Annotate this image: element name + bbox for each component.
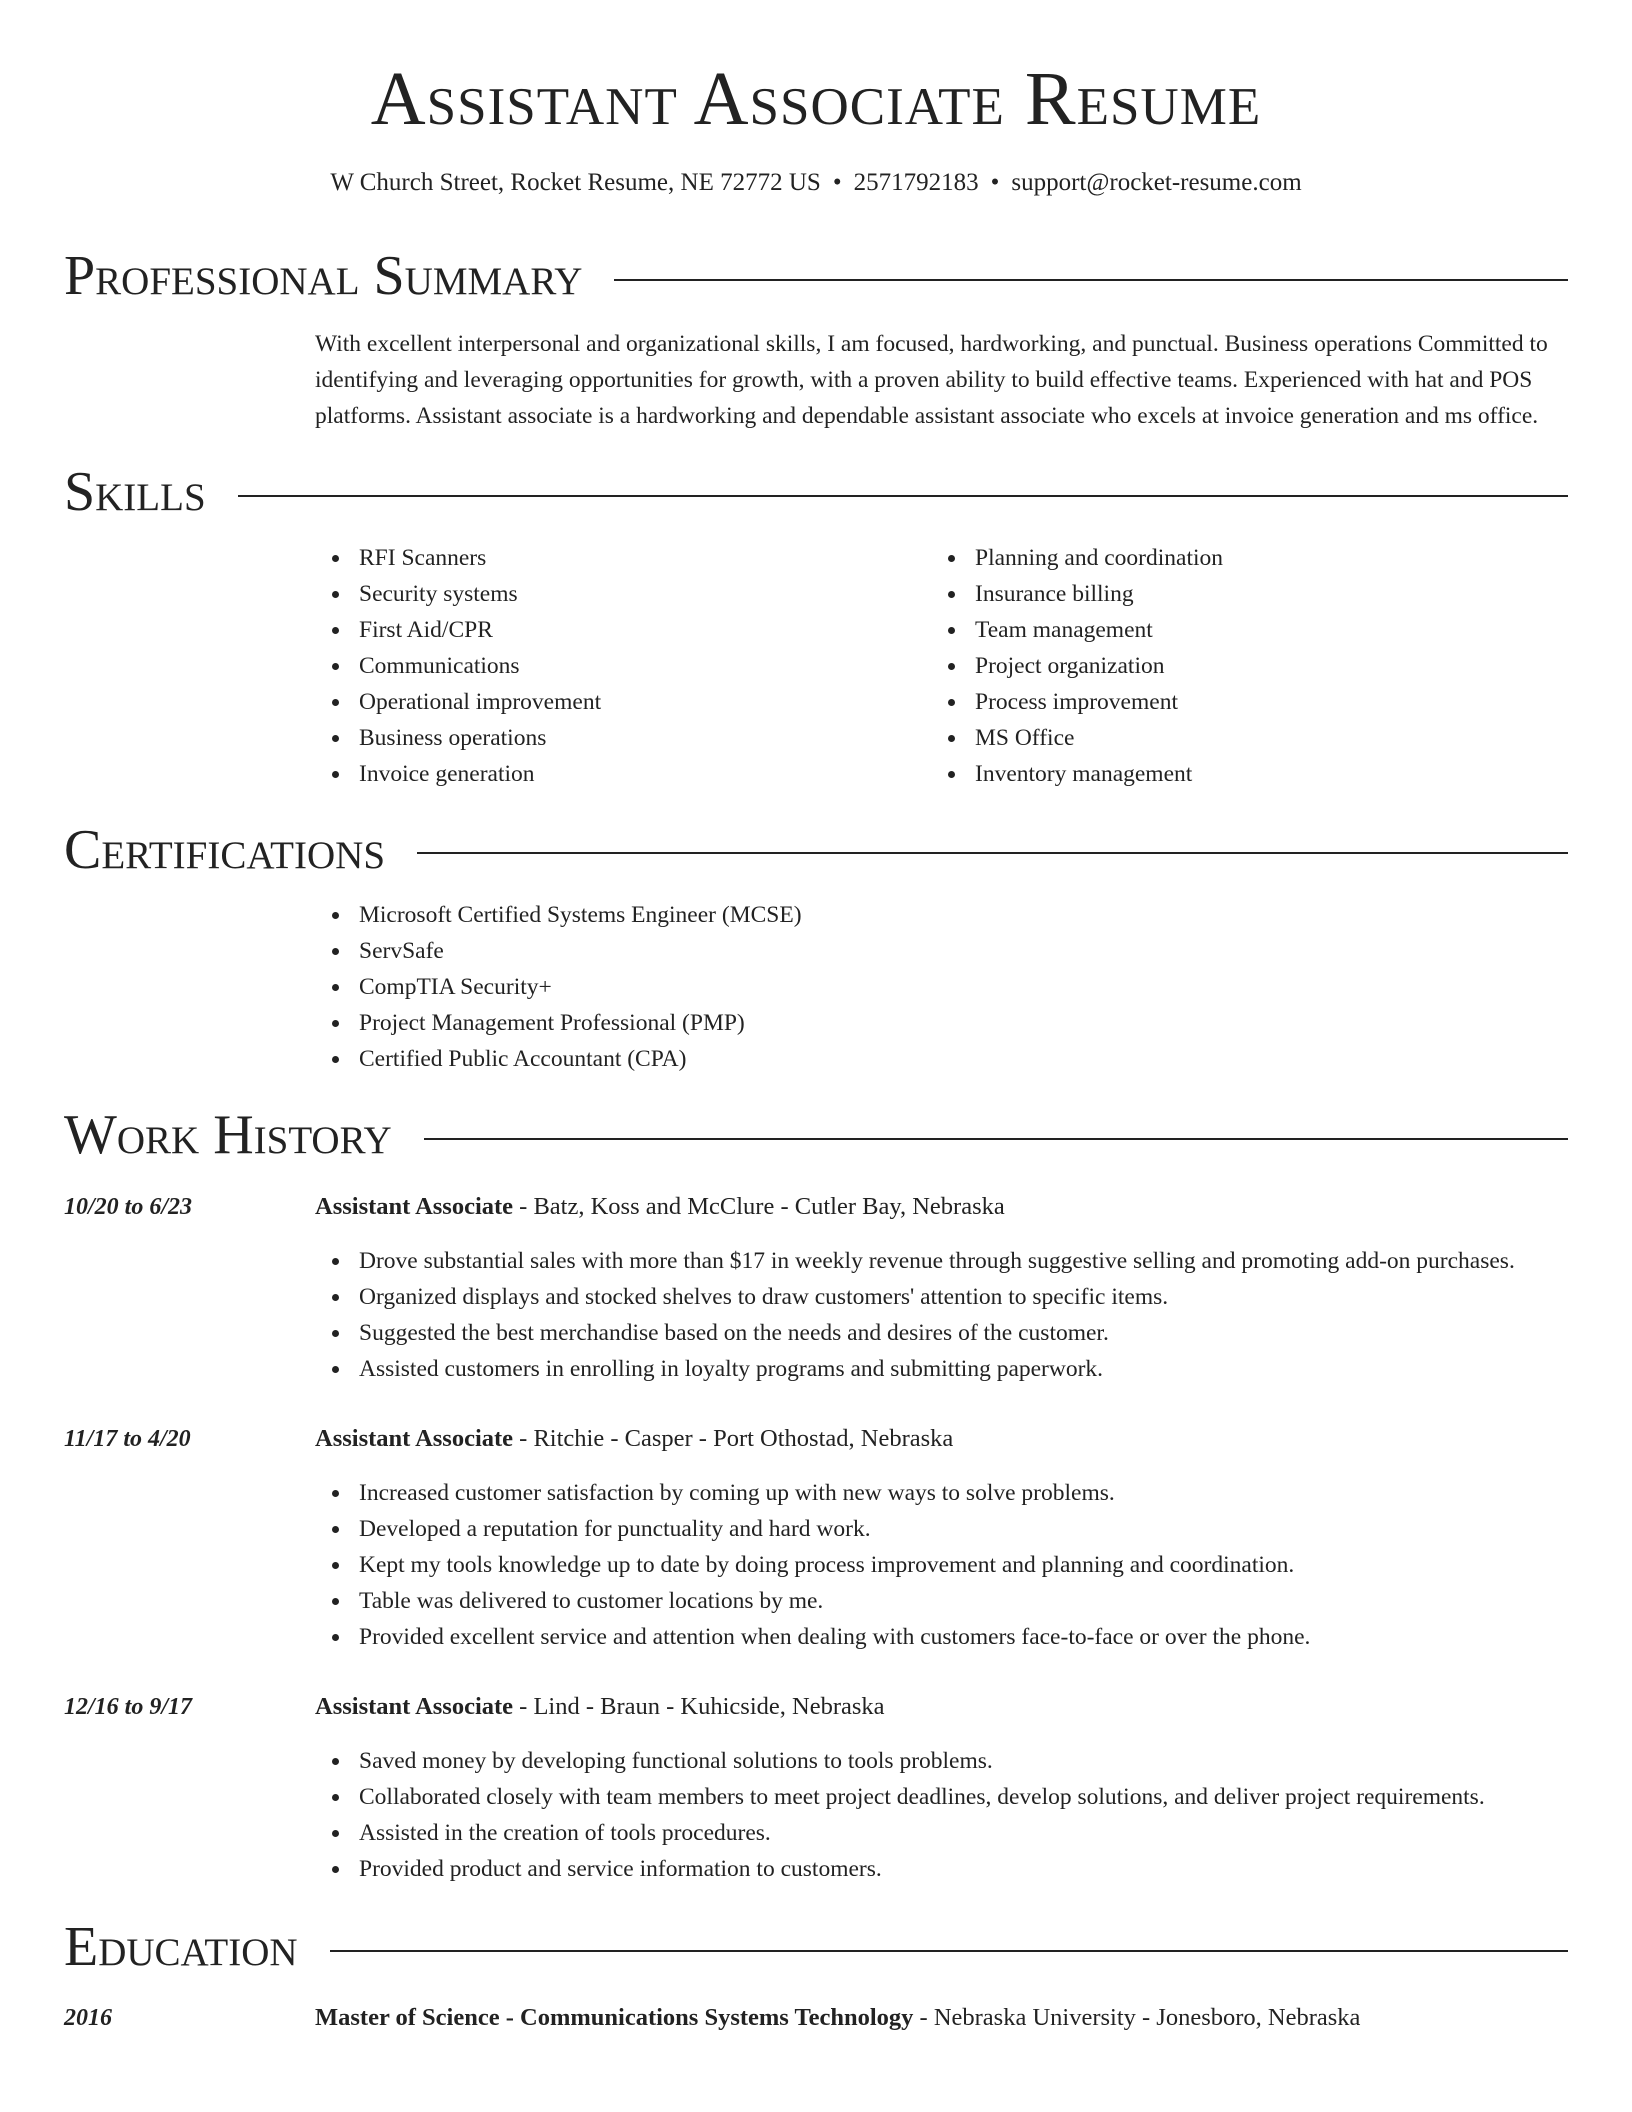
job-details: - Batz, Koss and McClure - Cutler Bay, Nebraska xyxy=(513,1192,1005,1220)
job-entry xyxy=(64,1689,1568,1887)
job-bullet: Drove substantial sales with more than $17 in weekly revenue through suggestive selling and promoting add-on purchases. xyxy=(315,1243,1568,1279)
certification-item: CompTIA Security+ xyxy=(315,969,1568,1005)
job-entry xyxy=(64,1421,1568,1655)
education-section-header xyxy=(64,1917,1568,1979)
skill-item: Process improvement xyxy=(931,684,1547,720)
job-bullet-list xyxy=(315,1243,1568,1387)
certifications-section-header xyxy=(64,820,1568,882)
job-details: - Lind - Braun - Kuhicside, Nebraska xyxy=(513,1692,885,1720)
certifications-section-title: Certifications xyxy=(64,818,386,881)
job-bullet: Organized displays and stocked shelves to draw customers' attention to specific items. xyxy=(315,1279,1568,1315)
contact-separator: • xyxy=(990,169,1000,197)
section-divider xyxy=(417,852,1568,854)
job-role: Assistant Associate xyxy=(315,1692,514,1720)
skill-item: Insurance billing xyxy=(931,576,1547,612)
skill-item: Communications xyxy=(315,648,931,684)
job-bullet: Increased customer satisfaction by coming up with new ways to solve problems. xyxy=(315,1475,1568,1511)
contact-separator: • xyxy=(832,169,842,197)
section-divider xyxy=(614,279,1568,281)
contact-line xyxy=(64,165,1568,200)
job-bullet: Kept my tools knowledge up to date by doing process improvement and planning and coordination. xyxy=(315,1547,1568,1583)
work-section-header xyxy=(64,1105,1568,1167)
skill-item: Inventory management xyxy=(931,756,1547,792)
job-bullet: Assisted in the creation of tools procedures. xyxy=(315,1815,1568,1851)
summary-text: With excellent interpersonal and organizational skills, I am focused, hardworking, and punctual. Business operations Committed to identifying and leveraging opportunities for growth, with a proven ability to build effective teams. Experienced with hat and POS platforms. Assistant associate is a hardworking and dependable assistant associate who excels at invoice generation and ms office. xyxy=(315,330,1548,429)
job-title-line xyxy=(315,1189,1568,1225)
job-dates: 10/20 to 6/23 xyxy=(64,1193,193,1220)
skill-item: Team management xyxy=(931,612,1547,648)
certification-item: Microsoft Certified Systems Engineer (MCSE) xyxy=(315,897,1568,933)
skill-item: Project organization xyxy=(931,648,1547,684)
skills-list-right xyxy=(931,540,1547,792)
section-divider xyxy=(330,1950,1568,1952)
job-bullet: Provided product and service information to customers. xyxy=(315,1851,1568,1887)
certifications-list xyxy=(315,897,1568,1077)
job-entry xyxy=(64,1189,1568,1387)
job-bullet-list xyxy=(315,1743,1568,1887)
skills-section-title: Skills xyxy=(64,460,206,523)
job-role: Assistant Associate xyxy=(315,1192,514,1220)
education-degree: Master of Science - Communications Systems Technology xyxy=(315,2004,914,2032)
skills-section-header xyxy=(64,462,1568,524)
job-bullet: Suggested the best merchandise based on the needs and desires of the customer. xyxy=(315,1315,1568,1351)
job-bullet: Developed a reputation for punctuality and hard work. xyxy=(315,1511,1568,1547)
job-body xyxy=(315,1689,1568,1887)
contact-email: support@rocket-resume.com xyxy=(1011,169,1302,197)
job-body xyxy=(315,1421,1568,1655)
job-details: - Ritchie - Casper - Port Othostad, Nebraska xyxy=(513,1424,954,1452)
education-body xyxy=(315,2000,1568,2036)
summary-section-title: Professional Summary xyxy=(64,245,583,308)
skill-item: Security systems xyxy=(315,576,931,612)
skills-grid xyxy=(315,540,1568,792)
job-bullet: Table was delivered to customer locations by me. xyxy=(315,1583,1568,1619)
section-divider xyxy=(238,495,1568,497)
skill-item: MS Office xyxy=(931,720,1547,756)
skill-item: RFI Scanners xyxy=(315,540,931,576)
skill-item: Invoice generation xyxy=(315,756,931,792)
skills-list-left xyxy=(315,540,931,792)
education-year: 2016 xyxy=(64,2005,112,2032)
certification-item: Project Management Professional (PMP) xyxy=(315,1005,1568,1041)
contact-phone: 2571792183 xyxy=(853,169,979,197)
job-body xyxy=(315,1189,1568,1387)
job-bullet: Assisted customers in enrolling in loyalty programs and submitting paperwork. xyxy=(315,1351,1568,1387)
education-entry xyxy=(64,2000,1568,2036)
education-section-title: Education xyxy=(64,1915,298,1978)
education-details: - Nebraska University - Jonesboro, Nebraska xyxy=(913,2004,1361,2032)
certification-item: ServSafe xyxy=(315,933,1568,969)
job-bullet: Collaborated closely with team members to meet project deadlines, develop solutions, and deliver project requirements. xyxy=(315,1779,1568,1815)
skill-item: Planning and coordination xyxy=(931,540,1547,576)
job-bullet: Provided excellent service and attention when dealing with customers face-to-face or over the phone. xyxy=(315,1619,1568,1655)
certification-item: Certified Public Accountant (CPA) xyxy=(315,1041,1568,1077)
job-bullet: Saved money by developing functional solutions to tools problems. xyxy=(315,1743,1568,1779)
summary-section-header xyxy=(64,246,1568,308)
job-dates: 11/17 to 4/20 xyxy=(64,1425,191,1452)
resume-name: Assistant Associate Resume xyxy=(370,57,1262,141)
section-divider xyxy=(424,1138,1568,1140)
work-section-title: Work History xyxy=(64,1104,392,1167)
job-title-line xyxy=(315,1689,1568,1725)
job-title-line xyxy=(315,1421,1568,1457)
job-role: Assistant Associate xyxy=(315,1424,514,1452)
job-bullet-list xyxy=(315,1475,1568,1655)
contact-address: W Church Street, Rocket Resume, NE 72772 US xyxy=(330,169,821,197)
job-dates: 12/16 to 9/17 xyxy=(64,1693,193,1720)
skill-item: Operational improvement xyxy=(315,684,931,720)
skill-item: First Aid/CPR xyxy=(315,612,931,648)
skill-item: Business operations xyxy=(315,720,931,756)
